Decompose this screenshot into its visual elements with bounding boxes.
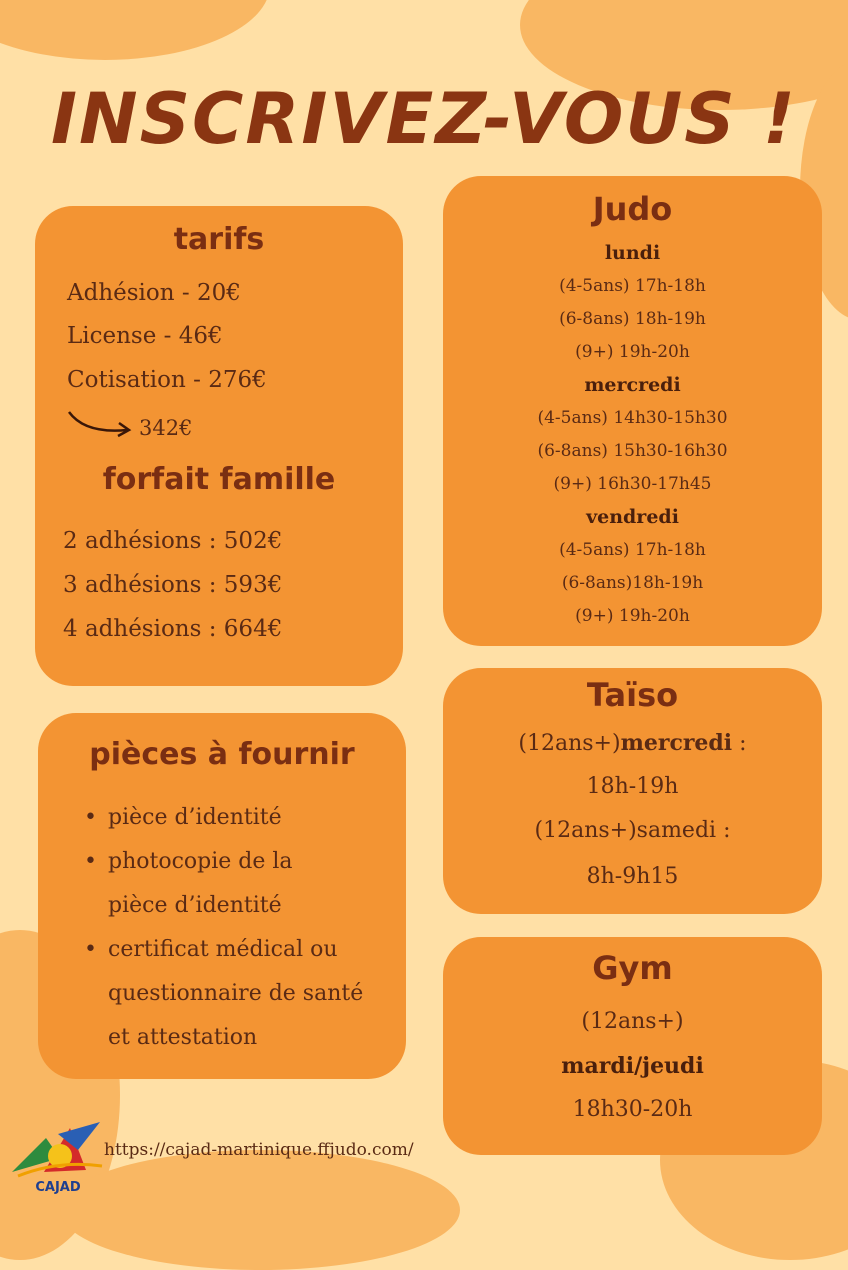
judo-slot: (9+) 19h-20h	[575, 342, 690, 362]
list-item	[84, 928, 388, 1060]
tarif-line: License - 46€	[67, 323, 223, 349]
gym-days: mardi/jeudi	[561, 1053, 704, 1079]
cajad-logo-icon	[8, 1120, 108, 1178]
gym-time: 18h30-20h	[572, 1097, 693, 1122]
website-link[interactable]: https://cajad-martinique.ffjudo.com/	[104, 1140, 414, 1160]
judo-heading: Judo	[592, 190, 673, 228]
taiso-time: 8h-9h15	[586, 864, 679, 889]
list-item	[84, 840, 338, 928]
tarif-total: 342€	[139, 416, 193, 440]
judo-slot: (6-8ans)18h-19h	[561, 573, 704, 593]
curved-arrow-icon	[65, 406, 135, 438]
judo-day: mercredi	[584, 374, 681, 396]
judo-slot: (6-8ans) 15h30-16h30	[537, 441, 728, 461]
judo-day: vendredi	[586, 506, 679, 528]
gym-age: (12ans+)	[581, 1009, 684, 1034]
family-line: 2 adhésions : 502€	[63, 528, 283, 554]
judo-slot: (9+) 16h30-17h45	[553, 474, 712, 494]
judo-card	[443, 176, 822, 646]
taiso-line: (12ans+)samedi :	[534, 818, 731, 843]
tarif-line: Adhésion - 20€	[67, 280, 241, 306]
taiso-line	[443, 730, 822, 756]
piece-item-label: photocopie de la pièce d’identité	[108, 849, 293, 918]
judo-slot: (4-5ans) 17h-18h	[559, 276, 706, 296]
judo-slot: (4-5ans) 17h-18h	[559, 540, 706, 560]
tarifs-card	[35, 206, 403, 686]
taiso-time: 18h-19h	[586, 774, 679, 799]
pieces-heading: pièces à fournir	[89, 737, 355, 772]
decorative-blob-top-left	[0, 0, 270, 60]
taiso-heading: Taïso	[586, 676, 679, 714]
taiso-colon: :	[732, 731, 747, 756]
family-line: 4 adhésions : 664€	[63, 616, 283, 642]
judo-slot: (9+) 19h-20h	[575, 606, 690, 626]
taiso-age: (12ans+)	[518, 731, 621, 756]
family-line: 3 adhésions : 593€	[63, 572, 283, 598]
tarif-line: Cotisation - 276€	[67, 367, 267, 393]
piece-item-label: certificat médical ou questionnaire de santé et attestation	[108, 937, 364, 1050]
cajad-logo-text: CAJAD	[35, 1180, 81, 1195]
list-item	[84, 796, 384, 840]
decorative-blob-bottom	[60, 1150, 460, 1270]
forfait-famille-heading: forfait famille	[102, 462, 336, 497]
gym-heading: Gym	[592, 949, 673, 987]
cajad-logo	[8, 1120, 108, 1196]
tarifs-heading: tarifs	[173, 222, 265, 257]
pieces-list	[84, 796, 384, 1060]
judo-schedule	[443, 237, 822, 633]
piece-item-label: pièce d’identité	[108, 805, 282, 830]
pieces-card	[38, 713, 406, 1079]
page-title: INSCRIVEZ-VOUS !	[51, 78, 797, 160]
judo-day: lundi	[604, 242, 661, 264]
taiso-day: mercredi	[620, 730, 733, 756]
gym-card	[443, 937, 822, 1155]
judo-slot: (6-8ans) 18h-19h	[559, 309, 706, 329]
taiso-card	[443, 668, 822, 914]
judo-slot: (4-5ans) 14h30-15h30	[537, 408, 728, 428]
